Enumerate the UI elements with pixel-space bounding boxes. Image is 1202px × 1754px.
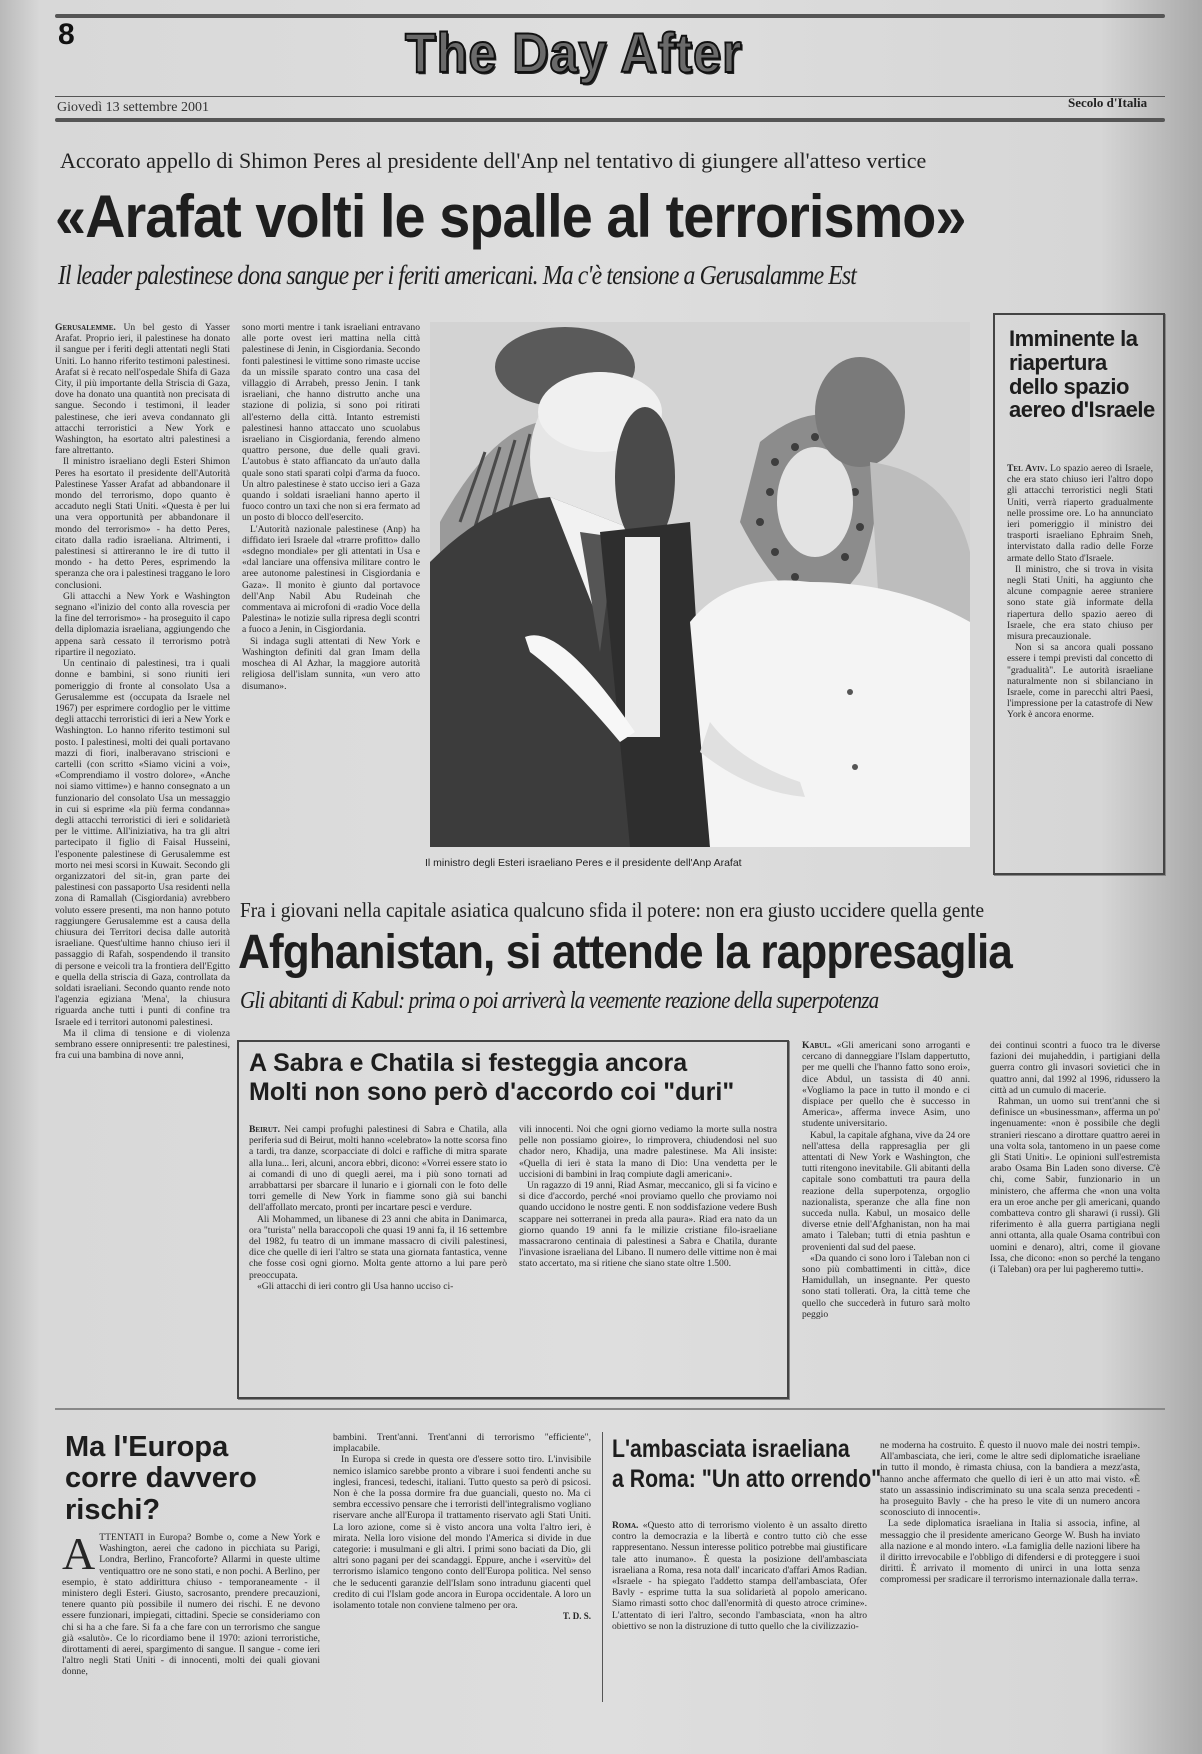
europe-paragraph: TTENTATI in Europa? Bombe o, come a New York e Washington, aerei che cadono in picchiata su Parigi, Londra, Berlino, Francoforte? Allarmi in queste ultime ventiquattro ore ne sono stati, e non pochi. A Berlino, per esempio, è stato addirittura chiuso - temporaneamente - il ministero degli Esteri. Giusto, sacrosanto, prendere precauzioni, tenere quanto più possibile il numero dei rischi. E ne devono essere funzionari, impiegati, cittadini. Specie se consideriamo con chi si ha a che fare. Si fa a che fare con un terrorismo che sangue già «salutò». Ce lo ricordiamo bene il 1970: azioni terroristiche, dirottamenti di aerei, spargimento di sangue. Il sangue - come ieri l'altro negli Stati Uniti - di innocenti, molti dei quali giovani donne,: [62, 1532, 320, 1678]
europe-paragraph: bambini. Trent'anni. Trent'anni di terrorismo "efficiente", implacabile.: [333, 1432, 591, 1455]
europe-title: Ma l'Europa corre davvero rischi?: [65, 1431, 257, 1526]
column-divider: [602, 1432, 603, 1702]
afghanistan-paragraph: Rahman, un uomo sui trent'anni che si definisce un «businessman», afferma un po' ingenuamente: «non è possibile che degli stranieri riescano a dirottare quattro aerei in una volta sola, tantomeno in un paese come gli Stati Uniti». Le opinioni sull'estremista arabo Osama Bin Laden sono diverse. C'è chi, come Sabir, funzionario in un ministero, che afferma che «non una volta era un eroe anche per gli americani, quando combatteva contro gli sharawi (i russi). Gli riferimento è alla guerra partigiana negli anni ottanta, alla quale Osama contribuì con uomini e denaro), altri, come il giovane Issa, che dicono: «non so perché la tengano (i Taleban) ora per lui pagheremo tutti».: [990, 1096, 1160, 1276]
lead-paragraph: Un centinaio di palestinesi, tra i quali donne e bambini, si sono riuniti ieri pomeriggio di fronte al consolato Usa a Gerusalemme est (occupata da Israele nel 1967) per esprimere cordoglio per le vittime degli attacchi terroristici di ieri a New York e Washington. Lo hanno riferito testimoni sul posto. I palestinesi, molti dei quali portavano mazzi di fiori, inalberavano striscioni e cartelli (con scritto «Siamo vicini a voi», «Comprendiamo il vostro dolore», «Anche noi siamo vittime») e hanno consegnato a un funzionario del consolato Usa un messaggio in cui si esprime «la più ferma condanna» degli attacchi terroristici di ieri e solidarietà per le vittime. All'iniziativa, ha tra gli altri partecipato il figlio di Faisal Husseini, l'esponente palestinese di Gerusalemme est morto nei mesi scorsi in Kuwait. Secondo gli organizzatori del sit-in, gran parte dei palestinesi con passaporto Usa residenti nella zona di Ramallah (Cisgiordania) avrebbero voluto essere presenti, ma non hanno potuto raggiungere Gerusalemme est a causa della chiusura dei Territori decisa dalle autorità israeliane. Quest'ultime hanno chiuso ieri il passaggio di Rafah, sospendendo il transito di persone e veicoli tra la frontiera dell'Egitto e quella della striscia di Gaza, controllata da soldati israeliani. Secondo quanto rende noto l'agenzia egiziana 'Mena', la chiusura riguarda anche tutti i punti di confine tra Israele ed i territori autonomi palestinesi.: [55, 658, 230, 1028]
sidebar-paragraph: Il ministro, che si trova in visita negli Stati Uniti, ha aggiunto che alcune compagnie aeree straniere sono state già informate della riapertura dello spazio aereo di Israele, che era stato chiuso per misura precauzionale.: [1007, 563, 1153, 643]
top-rule: [55, 14, 1165, 18]
europe-signature: T. D. S.: [562, 1611, 591, 1622]
sabra-column-1: [249, 1124, 507, 1389]
sabra-chatila-box: [237, 1040, 789, 1399]
afghanistan-subhead: Gli abitanti di Kabul: prima o poi arriverà la veemente reazione della superpotenza: [240, 988, 879, 1014]
lead-column-1: [55, 322, 230, 1382]
afghanistan-headline: Afghanistan, si attende la rappresaglia: [238, 926, 1012, 979]
sidebar-dateline: Tel Aviv.: [1007, 463, 1048, 474]
sabra-paragraph: Nei campi profughi palestinesi di Sabra e Chatila, alla periferia sud di Beirut, molti hanno «celebrato» la notte scorsa fino a tardi, tra danze, scorpacciate di dolci e raffiche di mitra sparate alla luna... Ieri, alcuni, ancora ebbri, dicono: «Vorrei essere stato io ai comandi di uno di quegli aerei, ma i più sono tornati ad arrabbattarsi per sbarcare il lunario e i giornali con le foto delle torri gemelle di New York in fiamme sono già sui banchi dell'affollato mercato, pronti per incartare pesci e verdure.: [249, 1124, 507, 1214]
sabra-title-line-2: Molti non sono però d'accordo coi "duri": [249, 1078, 735, 1106]
sabra-paragraph: vili innocenti. Noi che ogni giorno vediamo la morte sulla nostra pelle non possiamo gioire», lo rimprovera, chiudendosi nel suo chador nero, Khadija, una madre palestinese. Ma Ali insiste: «Quella di ieri è stata la mano di Dio: Una vendetta per le uccisioni di bambini in Iraq compiute dagli americani».: [519, 1124, 777, 1180]
sidebar-title: Imminente la riapertura dello spazio aereo d'Israele: [1009, 326, 1155, 423]
photo-illustration: [430, 322, 970, 847]
header-bottom-rule: [55, 118, 1165, 122]
masthead-title: The Day After: [405, 21, 743, 84]
sidebar-body: [1007, 463, 1153, 863]
embassy-column-2: [880, 1440, 1140, 1702]
lead-paragraph: Un bel gesto di Yasser Arafat. Proprio ieri, il palestinese ha donato il sangue per i feriti degli attentati negli Stati Uniti. Lo hanno riferito testimoni palestinesi. Arafat si è recato nell'ospedale Shifa di Gaza City, il più importante della Striscia di Gaza, dove ha donato una quantità non precisata di sangue. Secondo i testimoni, il leader palestinese, che ieri aveva condannato gli attacchi terroristici a New York e Washington, ha esortato altri palestinesi a fare altrettanto.: [55, 322, 230, 457]
newspaper-name: Secolo d'Italia: [1068, 95, 1148, 110]
header-rule: [55, 96, 1165, 97]
afghanistan-paragraph: dei continui scontri a fuoco tra le diverse fazioni dei mujaheddin, i partigiani della guerra contro gli invasori sovietici che in quattro anni, dal 1992 al 1996, ridussero la città ad un cumulo di macerie.: [990, 1040, 1160, 1096]
afghanistan-paragraph: «Gli americani sono arroganti e cercano di danneggiare l'Islam dappertutto, per me quelli che l'hanno fatto sono eroi», dice Abdul, un tassista di 40 anni. «Vogliamo la pace in tutto il mondo e ci dispiace per quello che è successo in America», afferma invece Asim, uno studente universitario.: [802, 1040, 970, 1130]
lead-paragraph: L'Autorità nazionale palestinese (Anp) ha diffidato ieri Israele dal «trarre profitto» dallo «sdegno mondiale» per gli attentati in Usa e «dal lanciare una offensiva militare contro le aree autonome palestinesi in Cisgiordania e Gaza». Il monito è giunto dal portavoce dell'Anp Nabil Abu Rudeinah che commentava ai microfoni di «radio Voce della Palestina» le notizie sulla ripresa degli scontri a fuoco a Jenin, in Cisgiordania.: [242, 523, 420, 636]
sabra-title-line-1: A Sabra e Chatila si festeggia ancora: [249, 1049, 688, 1077]
embassy-column-1: [612, 1520, 867, 1700]
lead-headline: «Arafat volti le spalle al terrorismo»: [55, 183, 966, 250]
lead-column-2: [242, 322, 420, 852]
section-divider: [55, 1408, 1165, 1410]
embassy-paragraph: «Questo atto di terrorismo violento è un assalto diretto contro la democrazia e la libertà e contro tutto ciò che esse rappresentano. Nessun interesse politico potrebbe mai giustificare tale atto inumano». È questa la posizione dell'ambasciata israeliana a Roma, resa nota dall' incaricato d'affari Amos Radian. «Israele - ha spiegato l'addetto stampa dell'ambasciata, Ofer Bavly - esprime tutta la sua solidarietà al popolo americano. Siamo rimasti sotto choc dall'enormità di questo atroce crimine». L'attentato di ieri l'altro, secondo l'ambasciata, «non ha altro obiettivo se non la distruzione di tutto quello che la civilizzazio-: [612, 1520, 867, 1632]
photo-peres-arafat: [430, 322, 970, 847]
embassy-paragraph: La sede diplomatica israeliana in Italia si associa, infine, al messaggio che il presidente americano George W. Bush ha inviato alla nazione e al mondo intero. «La famiglia delle nazioni libere ha il diritto irrevocabile e l'obbligo di difendersi e di proteggere i suoi diritti. È arrivato il momento di unirci in una lotta senza compromessi per sradicare il terrorismo internazionale dalla terra».: [880, 1518, 1140, 1586]
afghanistan-column-1: [802, 1040, 970, 1395]
lead-paragraph: sono morti mentre i tank israeliani entravano alle porte ovest ieri mattina nella città palestinese di Jenin, in Cisgiordania. Secondo fonti palestinesi le vittime sono rimaste uccise da un missile sparato contro una casa del villaggio di Arrabeh, presso Jenin. I tank israeliani, che hanno distrutto anche una stazione di polizia, si sono poi ritirati all'esterno della città. Intanto estremisti palestinesi hanno attaccato uno scuolabus israeliano in Cisgiordania, ferendo almeno quattro persone, due delle quali gravi. L'autobus è stato affiancato da un'auto dalla quale sono stati sparati colpi d'arma da fuoco. Un altro palestinese è stato ucciso ieri a Gaza quando i soldati israeliani hanno aperto il fuoco contro un taxi che non si era fermato ad un posto di blocco dell'esercito.: [242, 322, 420, 524]
lead-dateline: Gerusalemme.: [55, 322, 116, 333]
lead-kicker: Accorato appello di Shimon Peres al presidente dell'Anp nel tentativo di giungere all'atteso vertice: [60, 148, 927, 173]
europe-paragraph: In Europa si crede in questa ore d'essere sotto tiro. L'invisibile nemico islamico sarebbe pronto a vibrare i suoi fendenti anche su inglesi, francesi, tedeschi, italiani. Tutto questo sa però di psicosi. Non è che la possa dormire fra due guanciali, questo no. Ma ci sembra eccessivo pensare che i terroristi dell'integralismo vogliano riservare anche all'Europa il trattamento riservato agli Stati Uniti. La loro azione, come si è visto ancora una volta l'altro ieri, è mirata. Nella loro visione del mondo l'America si divide in due categorie: i musulmani e gli altri. I primi sono baciati da Dio, gli altri sono pagani per dei scandaggi. Eppure, anche i «servitù» del terrorismo islamico tengono conto dell'Europa politica. Nel senso che le seducenti garanzie dell'Islam sono intradunu giacenti quel credito di cui l'Islam gode ancora in Europa occidentale. A loro un isolamento totale non conviene talmeno per ora.: [333, 1454, 591, 1612]
afghanistan-paragraph: Kabul, la capitale afghana, vive da 24 ore nell'attesa della rappresaglia per gli attentati di New York e Washington, che tutti ritengono inevitabile. Gli abitanti della capitale sono combattuti tra paura della reazione della superpotenza, orgoglio nazionalista, speranze che alla fine non succeda nulla. Kabul, un mosaico delle diverse etnie dell'Afghanistan, non ha mai amato i Taleban; tutti di etnia pashtun e provenienti dal sud del paese.: [802, 1129, 970, 1253]
sidebar-airspace-box: [993, 313, 1165, 875]
sidebar-paragraph: Non si sa ancora quali possano essere i tempi previsti dal concetto di "gradualità". Le autorità israeliane naturalmente non si sbilanciano in Israele, come in parecchi altri Paesi, l'impressione per la catastrofe di New York è ancora enorme.: [1007, 642, 1153, 721]
sabra-dateline: Beirut.: [249, 1124, 280, 1135]
issue-date: Giovedì 13 settembre 2001: [57, 100, 210, 115]
lead-subhead: Il leader palestinese dona sangue per i feriti americani. Ma c'è tensione a Gerusalamme Est: [58, 260, 857, 290]
embassy-dateline: Roma.: [612, 1520, 639, 1531]
embassy-title-line-1: L'ambasciata israeliana: [612, 1435, 850, 1463]
europe-column-2: [333, 1432, 591, 1702]
afghanistan-kicker: Fra i giovani nella capitale asiatica qualcuno sfida il potere: non era giusto uccidere quella gente: [240, 898, 985, 922]
lead-paragraph: Il ministro israeliano degli Esteri Shimon Peres ha esortato il presidente dell'Autorità Palestinese Yasser Arafat ad abbandonare il mondo del terrorismo, dopo quanto è accaduto negli Stati Uniti. «Questa è per lui una vera opportunità per abbandonare il mondo del terrorismo» - ha detto Peres, citato dalla radio israeliana. Altrimenti, i palestinesi si attireranno le ire di tutto il mondo - ha detto Peres, esprimendo la speranza che ora i palestinesi traggano le loro conclusioni.: [55, 456, 230, 591]
europe-column-1: [62, 1532, 320, 1702]
sabra-column-2: [519, 1124, 777, 1389]
europe-dropcap: A: [62, 1532, 96, 1579]
afghanistan-dateline: Kabul.: [802, 1040, 832, 1051]
sabra-paragraph: «Gli attacchi di ieri contro gli Usa hanno ucciso ci-: [257, 1280, 454, 1292]
lead-paragraph: Si indaga sugli attentati di New York e Washington definiti dal gran Imam della moschea di Al Azhar, la maggiore autorità religiosa dell'islam sunnita, «un vero atto disumano».: [242, 635, 420, 692]
page-number: 8: [58, 18, 75, 51]
photo-caption: Il ministro degli Esteri israeliano Peres e il presidente dell'Anp Arafat: [425, 857, 742, 869]
embassy-title-line-2: a Roma: "Un atto orrendo": [612, 1465, 882, 1493]
afghanistan-column-2: [990, 1040, 1160, 1395]
afghanistan-paragraph: «Da quando ci sono loro i Taleban non ci sono più combattimenti in città», dice Hamidullah, un insegnante. Per questo sono stati tollerati. Ora, la città teme che quello che succederà in futuro sarà molto peggio: [802, 1252, 970, 1320]
lead-paragraph: Ma il clima di tensione e di violenza sembrano essere onnipresenti: tre palestinesi, fra cui una bambina di nove anni,: [55, 1027, 230, 1062]
lead-paragraph: Gli attacchi a New York e Washington segnano «l'inizio del conto alla rovescia per la fine del terrorismo» - ha proseguito il capo della diplomazia israeliana, aggiungendo che appena sarà cessato il terrorismo potrà ripartire il negoziato.: [55, 590, 230, 658]
embassy-paragraph: ne moderna ha costruito. È questo il nuovo male dei nostri tempi». All'ambasciata, che ieri, come le altre sedi diplomatiche israeliane in tutto il mondo, è rimasta chiusa, con la bandiera a mezz'asta, hanno anche affermato che quello di ieri è un atto mai visto. «È stato un assassinio indiscriminato su una scala senza precedenti - ha proseguito Bavly - che ha preso le vite di un numero ancora sconosciuto di innocenti».: [880, 1440, 1140, 1519]
sidebar-paragraph: Lo spazio aereo di Israele, che era stato chiuso ieri l'altro dopo gli attacchi terroristici negli Stati Uniti, verrà riaperto gradualmente nelle prossime ore. Lo ha annunciato ieri pomeriggio il ministro dei trasporti israeliano Ephraim Sneh, intervistato dalla radio delle Forze armate dello Stato d'Israele.: [1007, 463, 1153, 564]
sabra-paragraph: Ali Mohammed, un libanese di 23 anni che abita in Danimarca, ora "turista" nella baraccopoli che quasi 19 anni fa, il 16 settembre del 1982, fu teatro di un immane massacro di civili palestinesi, dice che quelle di ieri l'altro se stata una giornata fantastica, venne che fosse così ogni giorno. Molta gente attorno a lui pare però preoccupata.: [249, 1213, 507, 1281]
sabra-paragraph: Un ragazzo di 19 anni, Riad Asmar, meccanico, gli si fa vicino e si dice d'accordo, perché «noi proviamo quello che proviamo noi quando uccidono le nostre genti. E non soddisfazione vedere Bush scappare nei sotterranei in preda alla paura». Riad era nato da un giorno quando 19 anni fa le milizie cristiane filo-israeliane massacrarono centinaia di palestinesi a Sabra e Chatila, durante l'invasione israeliana del Libano. Il numero delle vittime non è mai stato accertato, ma si ritiene che siano state oltre 1.500.: [519, 1180, 777, 1270]
